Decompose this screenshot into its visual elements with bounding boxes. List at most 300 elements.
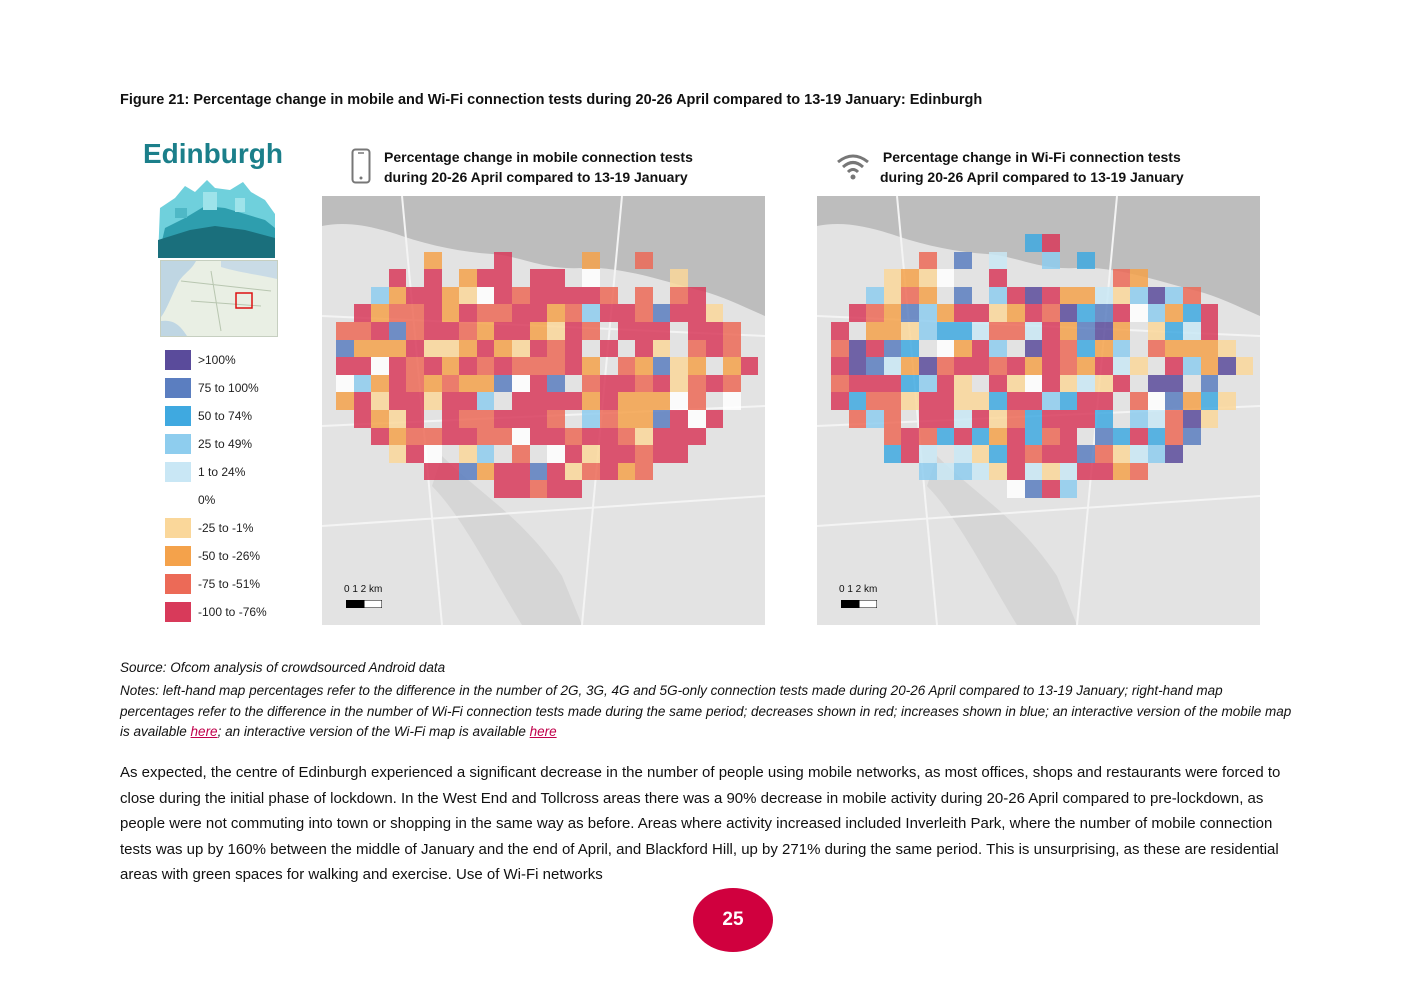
- heatmap-cell: [653, 340, 671, 358]
- heatmap-cell: [442, 375, 460, 393]
- heatmap-cell: [989, 269, 1007, 287]
- heatmap-cell: [1165, 445, 1183, 463]
- heatmap-cell: [1095, 392, 1113, 410]
- heatmap-cell: [919, 322, 937, 340]
- heatmap-cell: [706, 340, 724, 358]
- heatmap-cell: [972, 340, 990, 358]
- heatmap-cell: [635, 287, 653, 305]
- heatmap-cell: [741, 357, 759, 375]
- heatmap-cell: [512, 304, 530, 322]
- heatmap-cell: [442, 340, 460, 358]
- heatmap-cell: [459, 445, 477, 463]
- heatmap-cell: [459, 463, 477, 481]
- figure-title: Figure 21: Percentage change in mobile and Wi-Fi connection tests during 20-26 April compared to 13-19 January: Edinburgh: [120, 92, 983, 108]
- legend-label: >100%: [198, 353, 236, 367]
- heatmap-cell: [1201, 375, 1219, 393]
- heatmap-cell: [1148, 375, 1166, 393]
- heatmap-cell: [635, 410, 653, 428]
- heatmap-cell: [1113, 340, 1131, 358]
- heatmap-cell: [477, 392, 495, 410]
- heatmap-cell: [919, 287, 937, 305]
- heatmap-cell: [954, 357, 972, 375]
- heatmap-cell: [424, 304, 442, 322]
- heatmap-cell: [954, 428, 972, 446]
- heatmap-cell: [547, 322, 565, 340]
- notes-text: Notes: left-hand map percentages refer to the difference in the number of 2G, 3G, 4G and 5G-only connection tests made during 20-26 April compared to 13-19 January; right-hand map percentages refer to the difference in the number of Wi-Fi connection tests made during the same period; decreases shown in red; increases shown in blue; an interactive version of the mobile map is available: [120, 683, 1292, 739]
- body-paragraph: As expected, the centre of Edinburgh experienced a significant decrease in the number of people using mobile networks, as most offices, shops and restaurants were forced to close during the initial phase of lockdown. In the West End and Tollcross areas there was a 90% decrease in mobile activity during 20-26 April compared to pre-lockdown, as people were not commuting into town or shopping in the same way as before. Areas where activity increased included Inverleith Park, where the number of mobile connection tests was up by 160% between the middle of January and the end of April, and Blackford Hill, up by 271% during the same period. This is unsurprising, as these are residential areas with green spaces for walking and exercise. Use of Wi-Fi networks: [120, 764, 1281, 883]
- mobile-map-link[interactable]: here: [190, 724, 218, 739]
- notes-text-mid: ; an interactive version of the Wi-Fi map is available: [217, 724, 530, 739]
- heatmap-cell: [884, 375, 902, 393]
- heatmap-cell: [919, 357, 937, 375]
- heatmap-cell: [1025, 428, 1043, 446]
- heatmap-cell: [989, 357, 1007, 375]
- heatmap-cell: [1165, 392, 1183, 410]
- heatmap-cell: [901, 392, 919, 410]
- wifi-icon: [836, 152, 870, 180]
- heatmap-cell: [1130, 445, 1148, 463]
- heatmap-cell: [354, 340, 372, 358]
- heatmap-cell: [512, 340, 530, 358]
- heatmap-cell: [459, 428, 477, 446]
- heatmap-cell: [477, 287, 495, 305]
- heatmap-cell: [1007, 357, 1025, 375]
- heatmap-cell: [442, 410, 460, 428]
- legend-label: -25 to -1%: [198, 521, 254, 535]
- heatmap-cell: [653, 304, 671, 322]
- heatmap-cell: [919, 428, 937, 446]
- heatmap-cell: [849, 340, 867, 358]
- heatmap-cell: [547, 428, 565, 446]
- heatmap-cell: [989, 392, 1007, 410]
- heatmap-cell: [442, 463, 460, 481]
- heatmap-cell: [1060, 445, 1078, 463]
- heatmap-cell: [706, 322, 724, 340]
- heatmap-cell: [582, 428, 600, 446]
- heatmap-cell: [371, 375, 389, 393]
- heatmap-cell: [1060, 463, 1078, 481]
- heatmap-cell: [512, 375, 530, 393]
- heatmap-cell: [582, 304, 600, 322]
- heatmap-cell: [723, 392, 741, 410]
- wifi-map-title: Percentage change in Wi-Fi connection tests during 20-26 April compared to 13-19 January: [880, 149, 1184, 185]
- heatmap-cell: [618, 463, 636, 481]
- heatmap-cell: [1042, 322, 1060, 340]
- heatmap-cell: [1060, 357, 1078, 375]
- heatmap-cell: [371, 304, 389, 322]
- heatmap-cell: [582, 445, 600, 463]
- heatmap-cell: [494, 428, 512, 446]
- heatmap-cell: [919, 392, 937, 410]
- figure-source: Source: Ofcom analysis of crowdsourced Android data: [120, 660, 446, 675]
- heatmap-cell: [354, 304, 372, 322]
- heatmap-cell: [565, 480, 583, 498]
- heatmap-cell: [1095, 287, 1113, 305]
- heatmap-cell: [1095, 445, 1113, 463]
- heatmap-cell: [1060, 392, 1078, 410]
- heatmap-cell: [1042, 234, 1060, 252]
- heatmap-cell: [866, 375, 884, 393]
- heatmap-cell: [530, 304, 548, 322]
- heatmap-cell: [884, 357, 902, 375]
- heatmap-cell: [1060, 287, 1078, 305]
- heatmap-cell: [1025, 322, 1043, 340]
- heatmap-cell: [901, 445, 919, 463]
- heatmap-cell: [354, 357, 372, 375]
- heatmap-cell: [618, 428, 636, 446]
- heatmap-cell: [459, 340, 477, 358]
- heatmap-cell: [336, 357, 354, 375]
- heatmap-cell: [459, 375, 477, 393]
- heatmap-cell: [459, 392, 477, 410]
- heatmap-cell: [547, 410, 565, 428]
- heatmap-cell: [1130, 304, 1148, 322]
- heatmap-cell: [866, 357, 884, 375]
- heatmap-cell: [937, 463, 955, 481]
- heatmap-cell: [1042, 392, 1060, 410]
- heatmap-cell: [706, 375, 724, 393]
- heatmap-cell: [1113, 357, 1131, 375]
- heatmap-cell: [866, 304, 884, 322]
- heatmap-cell: [1183, 340, 1201, 358]
- heatmap-cell: [972, 445, 990, 463]
- heatmap-cell: [582, 392, 600, 410]
- heatmap-cell: [989, 463, 1007, 481]
- heatmap-cell: [849, 357, 867, 375]
- heatmap-cell: [635, 428, 653, 446]
- heatmap-cell: [1077, 357, 1095, 375]
- legend-label: -100 to -76%: [198, 605, 267, 619]
- heatmap-cell: [1095, 304, 1113, 322]
- heatmap-cell: [494, 304, 512, 322]
- heatmap-cell: [1095, 357, 1113, 375]
- heatmap-cell: [618, 322, 636, 340]
- heatmap-cell: [688, 287, 706, 305]
- heatmap-cell: [1060, 322, 1078, 340]
- heatmap-cell: [389, 287, 407, 305]
- heatmap-cell: [884, 445, 902, 463]
- heatmap-cell: [389, 428, 407, 446]
- heatmap-cell: [582, 252, 600, 270]
- heatmap-cell: [884, 322, 902, 340]
- heatmap-cell: [1183, 357, 1201, 375]
- heatmap-cell: [406, 304, 424, 322]
- heatmap-cell: [1201, 340, 1219, 358]
- heatmap-cell: [1095, 322, 1113, 340]
- heatmap-cell: [477, 304, 495, 322]
- heatmap-cell: [547, 269, 565, 287]
- heatmap-cell: [1201, 304, 1219, 322]
- heatmap-cell: [1165, 322, 1183, 340]
- heatmap-cell: [1007, 445, 1025, 463]
- heatmap-cell: [547, 357, 565, 375]
- heatmap-cell: [1042, 428, 1060, 446]
- heatmap-cell: [919, 252, 937, 270]
- heatmap-cell: [831, 357, 849, 375]
- heatmap-cell: [653, 392, 671, 410]
- heatmap-cell: [371, 322, 389, 340]
- heatmap-cell: [371, 428, 389, 446]
- heatmap-cell: [389, 304, 407, 322]
- heatmap-cell: [831, 322, 849, 340]
- legend-swatch: [165, 462, 191, 482]
- heatmap-cell: [1148, 392, 1166, 410]
- heatmap-cell: [494, 410, 512, 428]
- heatmap-cell: [477, 340, 495, 358]
- heatmap-cell: [1025, 410, 1043, 428]
- heatmap-cell: [937, 375, 955, 393]
- heatmap-cell: [582, 287, 600, 305]
- location-minimap: [160, 260, 278, 337]
- heatmap-cell: [1165, 340, 1183, 358]
- heatmap-cell: [1130, 287, 1148, 305]
- heatmap-cell: [849, 375, 867, 393]
- heatmap-cell: [937, 392, 955, 410]
- wifi-map: [817, 196, 1260, 625]
- heatmap-cell: [530, 392, 548, 410]
- heatmap-cell: [424, 392, 442, 410]
- heatmap-cell: [901, 357, 919, 375]
- heatmap-cell: [919, 445, 937, 463]
- heatmap-cell: [635, 340, 653, 358]
- heatmap-cell: [1148, 428, 1166, 446]
- scale-ruler: [346, 600, 382, 608]
- heatmap-cell: [919, 304, 937, 322]
- heatmap-cell: [972, 304, 990, 322]
- legend-swatch: [165, 350, 191, 370]
- heatmap-cell: [1077, 392, 1095, 410]
- heatmap-cell: [1095, 463, 1113, 481]
- heatmap-cell: [1148, 287, 1166, 305]
- heatmap-cell: [406, 340, 424, 358]
- heatmap-cell: [1165, 357, 1183, 375]
- heatmap-cell: [354, 410, 372, 428]
- heatmap-cell: [600, 304, 618, 322]
- heatmap-cell: [723, 340, 741, 358]
- heatmap-cell: [670, 304, 688, 322]
- heatmap-cell: [442, 392, 460, 410]
- legend-swatch: [165, 574, 191, 594]
- scale-label: 0 1 2 km: [344, 584, 383, 595]
- heatmap-cell: [635, 322, 653, 340]
- heatmap-cell: [336, 392, 354, 410]
- heatmap-cell: [1183, 428, 1201, 446]
- heatmap-cell: [1113, 428, 1131, 446]
- heatmap-cell: [477, 269, 495, 287]
- heatmap-cell: [547, 287, 565, 305]
- heatmap-cell: [884, 304, 902, 322]
- heatmap-cell: [1060, 340, 1078, 358]
- heatmap-cell: [901, 375, 919, 393]
- heatmap-cell: [1165, 304, 1183, 322]
- heatmap-cell: [618, 392, 636, 410]
- heatmap-cell: [389, 269, 407, 287]
- heatmap-cell: [1042, 410, 1060, 428]
- heatmap-cell: [901, 340, 919, 358]
- heatmap-cell: [1218, 357, 1236, 375]
- heatmap-cell: [954, 392, 972, 410]
- heatmap-cell: [901, 304, 919, 322]
- heatmap-cell: [530, 428, 548, 446]
- page-number: 25: [693, 888, 773, 952]
- legend-label: -50 to -26%: [198, 549, 261, 563]
- heatmap-cell: [1007, 463, 1025, 481]
- heatmap-cell: [866, 392, 884, 410]
- heatmap-cell: [1201, 410, 1219, 428]
- heatmap-cell: [989, 304, 1007, 322]
- heatmap-cell: [530, 463, 548, 481]
- heatmap-cell: [565, 322, 583, 340]
- heatmap-cell: [1007, 428, 1025, 446]
- heatmap-cell: [530, 322, 548, 340]
- heatmap-cell: [1113, 375, 1131, 393]
- heatmap-cell: [547, 304, 565, 322]
- heatmap-cell: [954, 410, 972, 428]
- heatmap-cell: [600, 445, 618, 463]
- heatmap-cell: [530, 287, 548, 305]
- heatmap-cell: [512, 428, 530, 446]
- heatmap-cell: [1077, 463, 1095, 481]
- heatmap-cell: [635, 252, 653, 270]
- heatmap-cell: [706, 304, 724, 322]
- heatmap-cell: [459, 322, 477, 340]
- heatmap-cell: [1007, 375, 1025, 393]
- heatmap-cell: [459, 269, 477, 287]
- heatmap-cell: [901, 428, 919, 446]
- heatmap-cell: [706, 410, 724, 428]
- heatmap-cell: [989, 428, 1007, 446]
- heatmap-cell: [972, 463, 990, 481]
- heatmap-cell: [849, 392, 867, 410]
- heatmap-cell: [670, 410, 688, 428]
- heatmap-cell: [600, 287, 618, 305]
- castle-illustration: [155, 178, 279, 260]
- heatmap-cell: [1095, 428, 1113, 446]
- heatmap-cell: [477, 463, 495, 481]
- heatmap-cell: [954, 463, 972, 481]
- heatmap-cell: [565, 392, 583, 410]
- heatmap-cell: [424, 375, 442, 393]
- legend-swatch: [165, 434, 191, 454]
- heatmap-cell: [635, 445, 653, 463]
- heatmap-cell: [618, 304, 636, 322]
- heatmap-cell: [653, 445, 671, 463]
- heatmap-cell: [565, 428, 583, 446]
- heatmap-cell: [1130, 428, 1148, 446]
- heatmap-cell: [547, 463, 565, 481]
- heatmap-cell: [884, 410, 902, 428]
- heatmap-cell: [919, 410, 937, 428]
- heatmap-cell: [866, 322, 884, 340]
- heatmap-cell: [1130, 392, 1148, 410]
- heatmap-cell: [530, 480, 548, 498]
- heatmap-cell: [1183, 410, 1201, 428]
- legend-swatch: [165, 406, 191, 426]
- heatmap-cell: [565, 340, 583, 358]
- heatmap-cell: [547, 480, 565, 498]
- heatmap-cell: [424, 322, 442, 340]
- heatmap-cell: [1077, 410, 1095, 428]
- heatmap-cell: [618, 445, 636, 463]
- heatmap-cell: [831, 375, 849, 393]
- heatmap-cell: [1042, 304, 1060, 322]
- heatmap-cell: [336, 322, 354, 340]
- heatmap-cell: [406, 287, 424, 305]
- figure-notes: [120, 681, 1300, 743]
- heatmap-cell: [494, 463, 512, 481]
- legend-swatch: [165, 602, 191, 622]
- heatmap-cell: [512, 445, 530, 463]
- heatmap-cell: [884, 287, 902, 305]
- heatmap-cell: [406, 357, 424, 375]
- heatmap-cell: [1130, 357, 1148, 375]
- heatmap-cell: [565, 357, 583, 375]
- heatmap-cell: [424, 269, 442, 287]
- heatmap-cell: [1042, 463, 1060, 481]
- mobile-map-title: Percentage change in mobile connection tests during 20-26 April compared to 13-19 January: [384, 149, 693, 185]
- heatmap-cell: [565, 304, 583, 322]
- heatmap-cell: [494, 340, 512, 358]
- heatmap-cell: [406, 445, 424, 463]
- heatmap-cell: [512, 357, 530, 375]
- heatmap-cell: [512, 287, 530, 305]
- heatmap-cell: [1113, 463, 1131, 481]
- heatmap-cell: [1113, 287, 1131, 305]
- heatmap-cell: [972, 392, 990, 410]
- heatmap-cell: [442, 304, 460, 322]
- heatmap-cell: [989, 375, 1007, 393]
- heatmap-cell: [1077, 445, 1095, 463]
- heatmap-cell: [1165, 428, 1183, 446]
- heatmap-cell: [1007, 480, 1025, 498]
- heatmap-cell: [1025, 287, 1043, 305]
- heatmap-cell: [600, 340, 618, 358]
- heatmap-cell: [371, 392, 389, 410]
- heatmap-cell: [1025, 340, 1043, 358]
- heatmap-cell: [494, 252, 512, 270]
- legend-label: 25 to 49%: [198, 437, 253, 451]
- heatmap-cell: [1007, 322, 1025, 340]
- heatmap-cell: [1148, 445, 1166, 463]
- heatmap-cell: [653, 428, 671, 446]
- heatmap-cell: [670, 375, 688, 393]
- heatmap-cell: [354, 375, 372, 393]
- heatmap-cell: [972, 428, 990, 446]
- heatmap-cell: [937, 269, 955, 287]
- wifi-map-link[interactable]: here: [529, 724, 557, 739]
- heatmap-cell: [1148, 322, 1166, 340]
- heatmap-cell: [670, 392, 688, 410]
- heatmap-cell: [670, 357, 688, 375]
- heatmap-cell: [954, 252, 972, 270]
- heatmap-cell: [1183, 304, 1201, 322]
- heatmap-cell: [937, 322, 955, 340]
- heatmap-cell: [688, 375, 706, 393]
- heatmap-cell: [494, 357, 512, 375]
- heatmap-cell: [866, 287, 884, 305]
- heatmap-cell: [1148, 304, 1166, 322]
- heatmap-cell: [389, 357, 407, 375]
- heatmap-cell: [389, 375, 407, 393]
- heatmap-cell: [989, 252, 1007, 270]
- heatmap-cell: [723, 357, 741, 375]
- heatmap-cell: [1183, 392, 1201, 410]
- heatmap-cell: [901, 287, 919, 305]
- heatmap-cell: [1077, 322, 1095, 340]
- heatmap-cell: [494, 480, 512, 498]
- heatmap-cell: [459, 410, 477, 428]
- heatmap-cell: [1113, 322, 1131, 340]
